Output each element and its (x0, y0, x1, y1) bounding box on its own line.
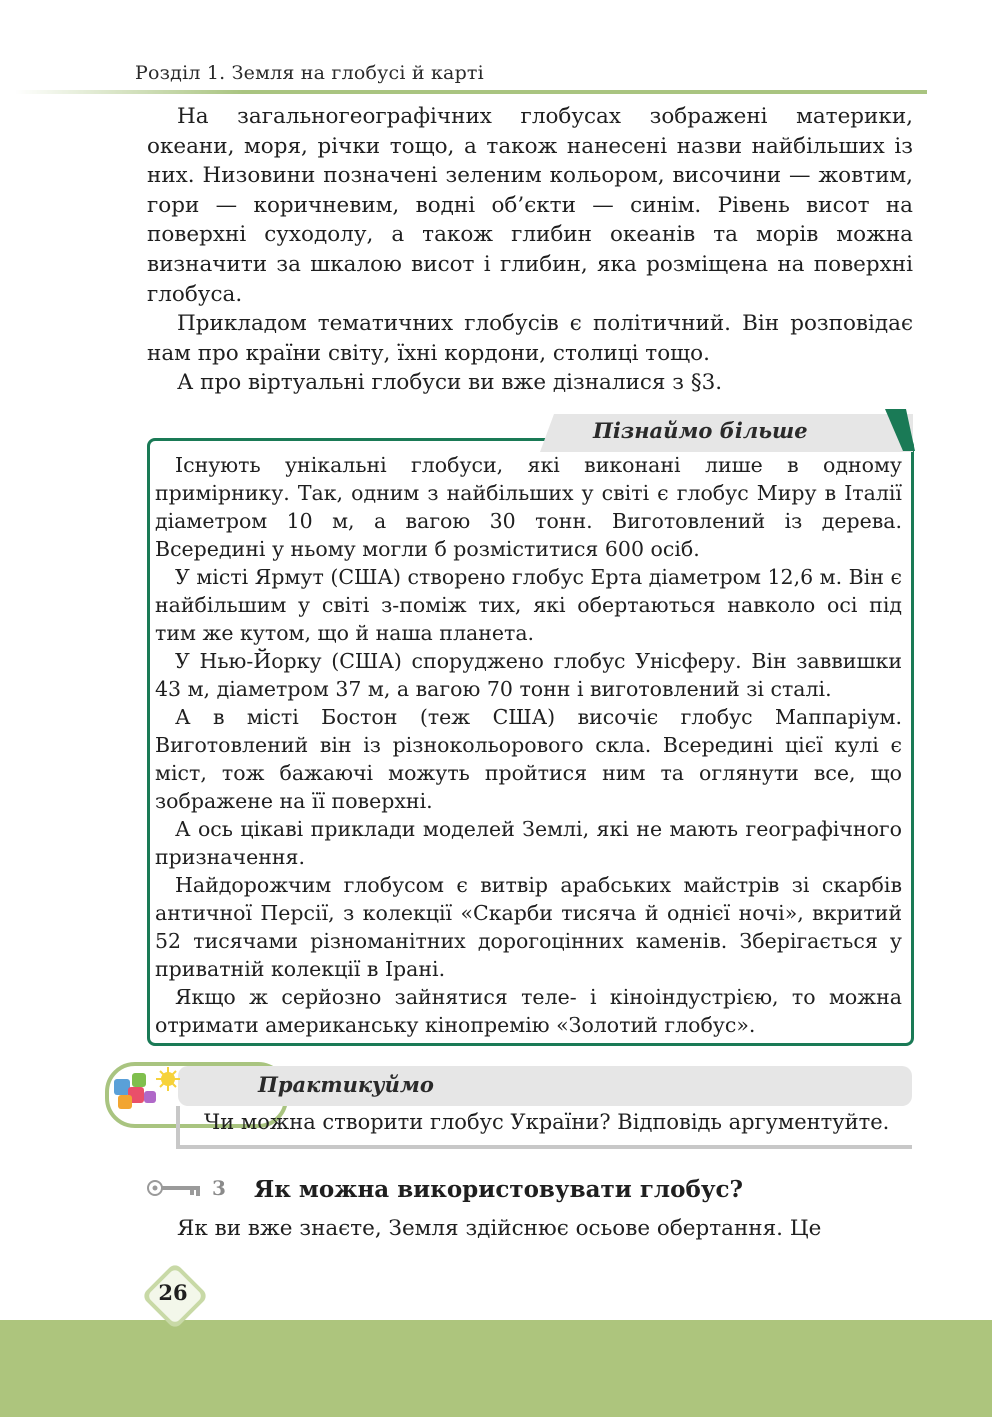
learn-more-title: Пізнаймо більше (593, 418, 808, 443)
footer-band (0, 1320, 992, 1417)
learn-more-paragraph: А в місті Бостон (теж США) височіє глобус Маппаріум. Виготовлений він із різнокольорового скла. Всередині цієї кулі є міст, тож бажаючі можуть пройтися ним та оглянути все, що зображене на її поверхні. (155, 705, 902, 813)
key-icon (146, 1178, 204, 1198)
section-number: 3 (212, 1176, 226, 1200)
intro-paragraph: На загальногеографічних глобусах зображені материки, океани, моря, річки тощо, а також нанесені назви найбільших із них. Низовини позначені зеленим кольором, височини — жовтим, гори — коричневим, водні об’єкти — синім. Рівень висот на поверхні суходолу, а також глибин океанів та морів можна визначити за шкалою висот і глибин, яка розміщена на поверхні глобуса. (147, 104, 913, 307)
learn-more-text (155, 451, 902, 1039)
learn-more-paragraph: Існують унікальні глобуси, які виконані лише в одному примірнику. Так, одним з найбільших у світі є глобус Миру в Італії діаметром 10 м, а вагою 30 тонн. Виготовлений із дерева. Всередині у ньому могли б розміститися 600 осіб. (155, 453, 902, 561)
learn-more-paragraph: А ось цікаві приклади моделей Землі, які не мають географічного призначення. (155, 817, 902, 869)
puzzle-icon (110, 1065, 182, 1115)
learn-more-paragraph: Якщо ж серйозно зайнятися теле- і кіноіндустрією, то можна отримати американську кінопремію «Золотий глобус». (155, 985, 902, 1037)
intro-paragraph: Прикладом тематичних глобусів є політичний. Він розповідає нам про країни світу, їхні кордони, столиці тощо. (147, 311, 913, 366)
section-paragraph: Як ви вже знаєте, Земля здійснює осьове обертання. Це (177, 1216, 822, 1241)
practice-rule-vertical (176, 1106, 180, 1148)
intro-paragraph: А про віртуальні глобуси ви вже дізналися з §3. (177, 370, 723, 396)
learn-more-paragraph: У місті Ярмут (США) створено глобус Ерта діаметром 12,6 м. Він є найбільшим у світі з-поміж тих, які обертаються навколо осі під тим же кутом, що й наша планета. (155, 565, 902, 645)
learn-more-paragraph: Найдорожчим глобусом є витвір арабських майстрів зі скарбів античної Персії, з колекції «Скарби тисяча й однієї ночі», вкритий 52 тисячами різноманітних дорогоцінних каменів. Зберігається у приватній колекції в Ірані. (155, 873, 902, 981)
learn-more-paragraph: У Нью-Йорку (США) споруджено глобус Унісферу. Він заввишки 43 м, діаметром 37 м, а вагою 70 тонн і виготовлений зі сталі. (155, 649, 902, 701)
chapter-header: Розділ 1. Земля на глобусі й карті (135, 62, 484, 84)
practice-rule-horizontal (176, 1145, 912, 1149)
page-number: 26 (158, 1280, 188, 1305)
header-rule (15, 90, 927, 94)
section-body (147, 1214, 913, 1244)
practice-title: Практикуймо (258, 1072, 434, 1097)
intro-text (147, 102, 913, 398)
section-title: Як можна використовувати глобус? (254, 1176, 744, 1203)
practice-question: Чи можна створити глобус України? Відповідь аргументуйте. (204, 1110, 890, 1134)
